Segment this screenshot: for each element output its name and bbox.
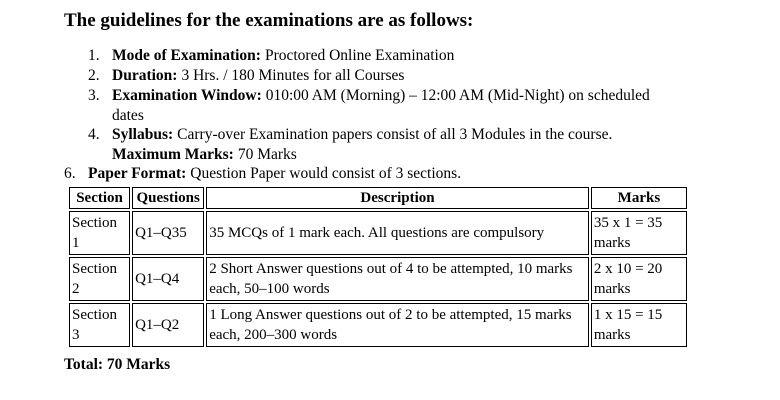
item-label: Paper Format: (88, 165, 187, 182)
cell-section: Section 3 (69, 303, 130, 347)
list-number: 6. (64, 165, 76, 182)
cell-marks: 35 x 1 = 35 marks (591, 211, 687, 255)
table-header-row (69, 187, 687, 209)
item-text: 70 Marks (237, 146, 297, 163)
item-label: Examination Window: (112, 87, 262, 104)
table-row (69, 303, 687, 347)
page-heading: The guidelines for the examinations are as follows: (64, 10, 474, 31)
list-number: 4. (88, 126, 100, 143)
item-label: Maximum Marks: (112, 146, 234, 163)
list-number: 1. (88, 47, 100, 64)
item-text: Proctored Online Examination (264, 47, 455, 64)
item-text: 010:00 AM (Morning) – 12:00 AM (Mid-Night) on scheduled (265, 87, 650, 104)
cell-section: Section 1 (69, 211, 130, 255)
list-item-duration (88, 66, 405, 86)
cell-section: Section 2 (69, 257, 130, 301)
paper-format-table (67, 185, 689, 349)
list-item-window (88, 86, 650, 106)
cell-description: 1 Long Answer questions out of 2 to be attempted, 15 marks each, 200–300 words (206, 303, 589, 347)
cell-marks: 1 x 15 = 15 marks (591, 303, 687, 347)
item-text: Question Paper would consist of 3 sections. (190, 165, 462, 182)
item-label: Duration: (112, 67, 178, 84)
item-text: 3 Hrs. / 180 Minutes for all Courses (181, 67, 405, 84)
item-text: Carry-over Examination papers consist of all 3 Modules in the course. (177, 126, 613, 143)
total-marks: Total: 70 Marks (64, 356, 171, 373)
header-questions: Questions (132, 187, 204, 209)
list-item-window-continuation: dates (112, 107, 144, 124)
list-number: 2. (88, 67, 100, 84)
list-item-syllabus (88, 125, 613, 145)
list-item-paper-format (64, 164, 462, 184)
list-number: 3. (88, 87, 100, 104)
table-row (69, 257, 687, 301)
cell-questions: Q1–Q4 (132, 257, 204, 301)
header-section: Section (69, 187, 130, 209)
cell-questions: Q1–Q35 (132, 211, 204, 255)
header-marks: Marks (591, 187, 687, 209)
table-row (69, 211, 687, 255)
cell-description: 2 Short Answer questions out of 4 to be attempted, 10 marks each, 50–100 words (206, 257, 589, 301)
cell-description: 35 MCQs of 1 mark each. All questions are compulsory (206, 211, 589, 255)
cell-questions: Q1–Q2 (132, 303, 204, 347)
list-item-max-marks (112, 145, 297, 165)
item-label: Mode of Examination: (112, 47, 261, 64)
cell-marks: 2 x 10 = 20 marks (591, 257, 687, 301)
item-label: Syllabus: (112, 126, 174, 143)
list-item-mode (88, 46, 455, 66)
header-description: Description (206, 187, 589, 209)
